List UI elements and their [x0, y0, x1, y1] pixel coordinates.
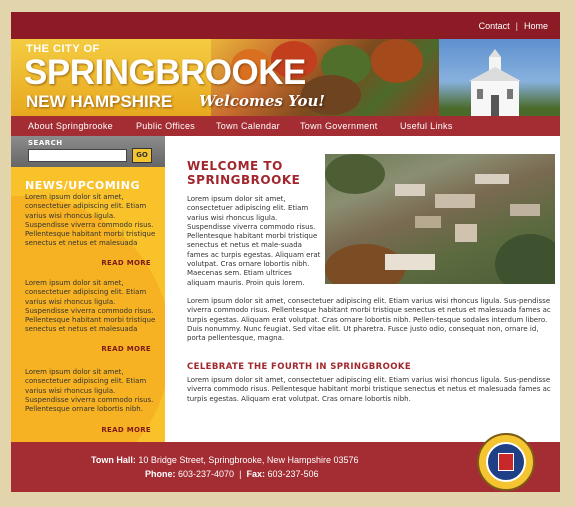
welcome-paragraph: Lorem ipsum dolor sit amet, consectetuer adipiscing elit. Etiam varius wisi rhoncus ligula. Suspendisse viverra commodo risus. Pellentesque habitant morbi tristique senectus et netus et male-suada fames ac turpis egestas. Aliquam erat volutpat. Cras ornare lobortis nibh. Maecenas sem. Etiam ultrices aliquam mauris. Proin quis lorem.: [187, 195, 321, 287]
site-header: [11, 39, 560, 116]
read-more-link[interactable]: READ MORE: [101, 426, 151, 434]
search-input[interactable]: [28, 149, 127, 162]
fax-label: Fax:: [246, 469, 265, 479]
nav-useful-links[interactable]: Useful Links: [400, 121, 453, 131]
welcome-paragraph-continued: Lorem ipsum dolor sit amet, consectetuer adipiscing elit. Etiam varius wisi rhoncus ligula. Sus-pendisse viverra commodo risus. Pellentesque habitant morbi tristique senectus et netus et malesuada fames ac turpis egestas. Aliquam erat volutpat. Cras ornare lobortis nibh. Pellen-tesque sodales interdum libero. Duis nonummy. Nunc feugiat. Sed vitae elit. Ut pharetra. Fusce justo odio, consequat non, ornare id, porta pellentesque, magna.: [187, 297, 551, 343]
town-hall-address: [91, 455, 358, 465]
town-hall-address-text: 10 Bridge Street, Springbrooke, New Hampshire 03576: [138, 455, 359, 465]
news-item: Lorem ipsum dolor sit amet, consectetuer adipiscing elit. Etiam varius wisi rhoncus ligula. Suspendisse viverra commodo risus. Pellentesque habitant morbi tristique senectus et netus et malesuada: [25, 193, 156, 248]
town-hall-label: Town Hall:: [91, 455, 136, 465]
news-item: Lorem ipsum dolor sit amet, consectetuer adipiscing elit. Etiam varius wisi rhoncus ligula. Suspendisse viverra commodo risus. Pellentesque habitant morbi tristique senectus et netus et malesuada: [25, 279, 156, 334]
sidebar: [11, 136, 165, 442]
welcome-heading: WELCOME TO SPRINGBROOKE: [187, 159, 301, 187]
celebrate-heading: CELEBRATE THE FOURTH IN SPRINGBROOKE: [187, 362, 412, 372]
town-seal-icon: [477, 433, 535, 491]
church-icon: [463, 49, 527, 116]
fax-number: 603-237-506: [267, 469, 319, 479]
city-of-text: THE CITY OF: [26, 43, 100, 55]
main-nav: [11, 116, 560, 136]
site-footer: [11, 442, 560, 492]
phone-label: Phone:: [145, 469, 176, 479]
welcomes-text: Welcomes You!: [199, 92, 325, 110]
news-heading: NEWS/UPCOMING: [25, 179, 140, 192]
search-label: SEARCH: [28, 139, 63, 147]
header-church-photo: [439, 39, 560, 116]
seal-shield: [498, 453, 514, 471]
nav-public-offices[interactable]: Public Offices: [136, 121, 196, 131]
top-bar: [11, 12, 560, 39]
celebrate-paragraph: Lorem ipsum dolor sit amet, consectetuer adipiscing elit. Etiam varius wisi rhoncus ligula. Sus-pendisse viverra commodo risus. Pellentesque habitant morbi tristique senectus et netus et malesuada fames ac turpis egestas. Aliquam erat volutpat. Cras ornare lobortis nibh.: [187, 376, 551, 403]
page-frame: [11, 12, 560, 492]
main-content: [165, 136, 560, 442]
top-links: [479, 21, 548, 31]
state-name: NEW HAMPSHIRE: [26, 92, 173, 111]
contact-numbers: [145, 469, 319, 479]
nav-town-government[interactable]: Town Government: [300, 121, 378, 131]
top-links-separator: |: [515, 21, 518, 31]
contact-link[interactable]: Contact: [478, 21, 510, 31]
phone-number: 603-237-4070: [178, 469, 235, 479]
city-name: SPRINGBROOKE: [24, 53, 306, 92]
nav-about-springbrooke[interactable]: About Springbrooke: [28, 121, 113, 131]
seal-center: [486, 442, 526, 482]
home-link[interactable]: Home: [523, 21, 548, 31]
nav-town-calendar[interactable]: Town Calendar: [216, 121, 280, 131]
read-more-link[interactable]: READ MORE: [101, 259, 151, 267]
news-item: Lorem ipsum dolor sit amet, consectetuer adipiscing elit. Etiam varius wisi rhoncus ligula. Suspendisse viverra commodo risus. Pellentesque ornare lobortis nibh.: [25, 368, 154, 414]
go-button[interactable]: GO: [132, 148, 152, 163]
aerial-town-photo: [325, 154, 555, 284]
read-more-link[interactable]: READ MORE: [101, 345, 151, 353]
footer-separator: |: [239, 469, 242, 479]
search-box: [11, 136, 165, 167]
